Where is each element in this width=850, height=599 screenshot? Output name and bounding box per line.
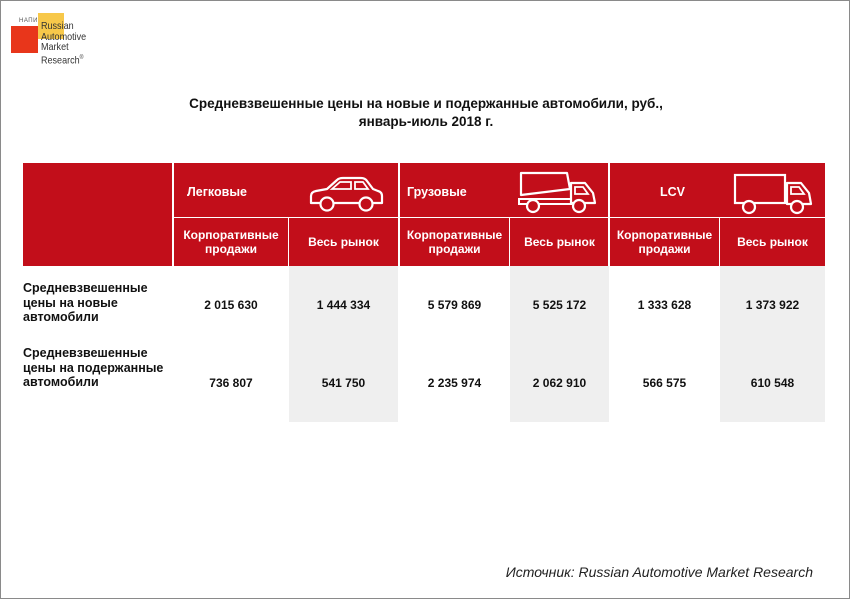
- logo-line: Automotive: [41, 30, 87, 43]
- row-label-used: Средневзвешенные цены на подержанные автомобили: [23, 346, 164, 389]
- logo-line: Russian: [41, 20, 74, 32]
- subheader-corp-lcv: Корпоративные продажи: [610, 217, 719, 266]
- table-cell: 1 333 628: [637, 298, 692, 312]
- logo-nami-text: НАПИ: [19, 18, 38, 24]
- row-label-new: Средневзвешенные цены на новые автомобили: [23, 281, 148, 324]
- car-icon: [307, 175, 385, 215]
- source-note: Источник: Russian Automotive Market Research: [505, 564, 813, 580]
- table-cell: 5 525 172: [510, 266, 609, 344]
- table-cell: 5 579 869: [427, 298, 482, 312]
- divider: [174, 217, 825, 218]
- group-label-trucks: Грузовые: [407, 185, 467, 199]
- subheader-corp-passenger: Корпоративные продажи: [174, 217, 288, 266]
- table-cell: 610 548: [720, 344, 825, 422]
- title-line-2: январь-июль 2018 г.: [358, 114, 494, 129]
- page-title: [1, 95, 850, 131]
- logo-red-square: [11, 26, 38, 53]
- logo-line: Research®: [41, 54, 84, 66]
- divider: [509, 217, 510, 266]
- table-cell: 736 807: [209, 376, 253, 390]
- subheader-market-trucks: Весь рынок: [510, 217, 609, 266]
- divider: [719, 217, 720, 266]
- table-header-corner: [23, 217, 172, 266]
- table-cell: 1 444 334: [289, 266, 398, 344]
- divider: [172, 163, 174, 266]
- title-line-1: Средневзвешенные цены на новые и подержанные автомобили, руб.,: [189, 96, 663, 111]
- logo: [11, 13, 121, 83]
- divider: [398, 163, 400, 266]
- subheader-market-lcv: Весь рынок: [720, 217, 825, 266]
- divider: [288, 217, 289, 266]
- van-truck-icon: [731, 171, 817, 215]
- table-cell: 541 750: [289, 344, 398, 422]
- dump-truck-icon: [515, 169, 599, 215]
- subheader-market-passenger: Весь рынок: [289, 217, 398, 266]
- logo-text: [41, 21, 86, 66]
- table-cell: 2 235 974: [427, 376, 482, 390]
- subheader-corp-trucks: Корпоративные продажи: [400, 217, 509, 266]
- table-cell: 2 062 910: [510, 344, 609, 422]
- table-cell: 566 575: [642, 376, 687, 390]
- table-cell: 1 373 922: [720, 266, 825, 344]
- divider: [608, 163, 610, 266]
- logo-line: Market: [41, 41, 69, 53]
- group-label-lcv: LCV: [660, 185, 685, 199]
- group-label-passenger: Легковые: [187, 185, 247, 199]
- table-cell: 2 015 630: [204, 298, 258, 312]
